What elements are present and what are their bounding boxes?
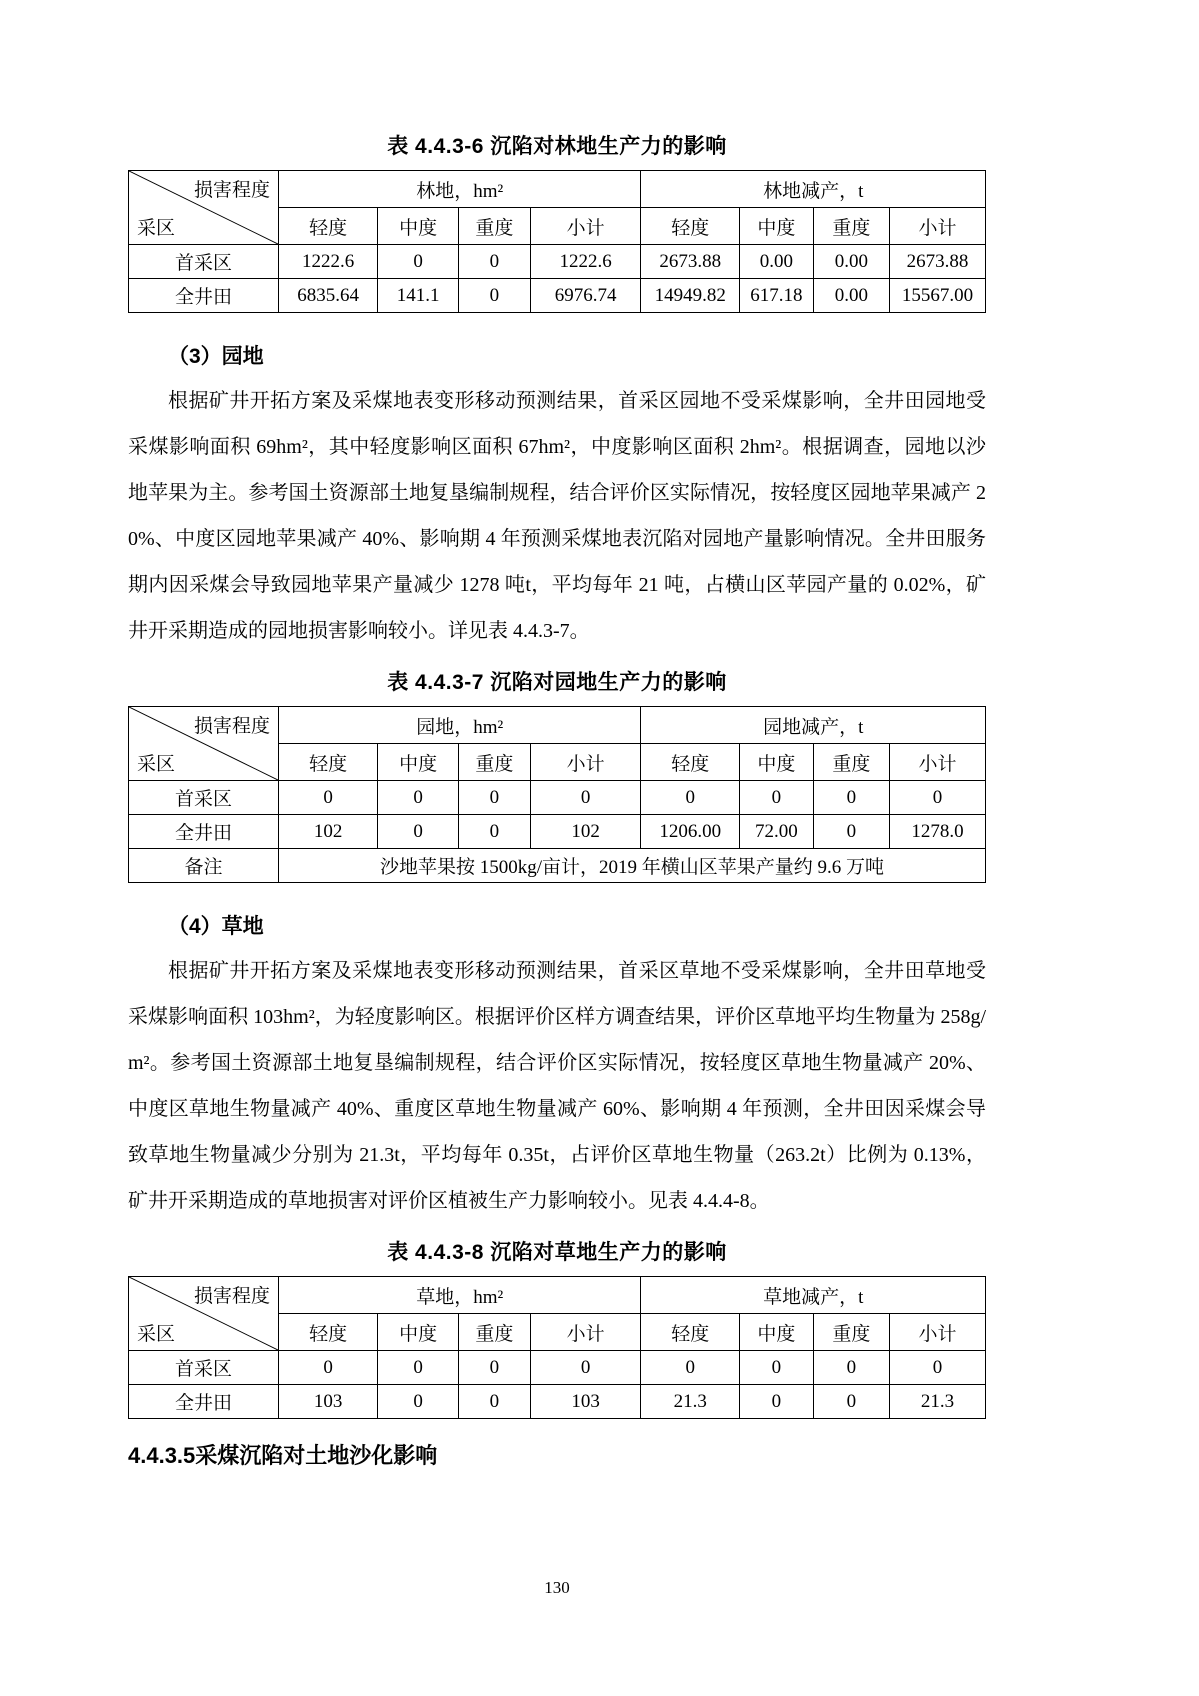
section-heading-orchard: （3）园地 <box>168 345 264 368</box>
table-cell: 102 <box>278 815 377 849</box>
column-header: 轻度 <box>278 744 377 781</box>
table-row <box>129 1351 986 1385</box>
table-cell: 0 <box>458 245 530 279</box>
section-heading-sandification: 4.4.3.5采煤沉陷对土地沙化影响 <box>128 1443 438 1468</box>
table-cell: 0 <box>378 1351 459 1385</box>
column-header: 重度 <box>458 208 530 245</box>
table-cell: 0 <box>740 1385 814 1419</box>
table-cell: 0 <box>458 781 530 815</box>
diagonal-corner-header <box>129 707 279 781</box>
column-header: 中度 <box>378 744 459 781</box>
table-cell: 102 <box>530 815 641 849</box>
table-cell: 0.00 <box>740 245 814 279</box>
column-header: 轻度 <box>641 744 740 781</box>
table-cell: 0 <box>813 1385 889 1419</box>
column-header: 中度 <box>378 1314 459 1351</box>
page-number: 130 <box>544 1578 570 1597</box>
corner-label-damage-degree: 损害程度 <box>193 1286 270 1307</box>
table-cell: 0 <box>813 815 889 849</box>
column-header: 轻度 <box>641 208 740 245</box>
table-forest-productivity <box>128 170 986 313</box>
column-header: 小计 <box>889 744 985 781</box>
table-cell: 0 <box>641 1351 740 1385</box>
column-header: 轻度 <box>278 1314 377 1351</box>
row-header: 首采区 <box>129 781 279 815</box>
group-header-forest-loss: 林地减产，t <box>641 171 986 208</box>
table-cell: 0 <box>889 781 985 815</box>
table-title-forest: 表 4.4.3-6 沉陷对林地生产力的影响 <box>387 135 727 158</box>
table-cell: 1206.00 <box>641 815 740 849</box>
column-header: 轻度 <box>641 1314 740 1351</box>
group-header-orchard-area: 园地，hm² <box>278 707 640 744</box>
column-header: 小计 <box>889 1314 985 1351</box>
table-cell: 0 <box>641 781 740 815</box>
table-cell: 1222.6 <box>530 245 641 279</box>
column-header: 重度 <box>458 1314 530 1351</box>
table-row <box>129 279 986 313</box>
table-cell: 0 <box>458 1385 530 1419</box>
table-cell: 0 <box>813 1351 889 1385</box>
table-cell: 1278.0 <box>889 815 985 849</box>
table-cell: 72.00 <box>740 815 814 849</box>
table-title-orchard: 表 4.4.3-7 沉陷对园地生产力的影响 <box>387 671 727 694</box>
column-header: 重度 <box>813 744 889 781</box>
table-cell: 1222.6 <box>278 245 377 279</box>
table-cell: 0 <box>458 815 530 849</box>
diagonal-corner-header <box>129 1277 279 1351</box>
paragraph-orchard: 根据矿井开拓方案及采煤地表变形移动预测结果，首采区园地不受采煤影响，全井田园地受采煤影响面积 69hm²，其中轻度影响区面积 67hm²，中度影响区面积 2hm²。根据调查，园地以沙地苹果为主。参考国土资源部土地复垦编制规程，结合评价区实际情况，按轻度区园地苹果减产 20%、中度区园地苹果减产 40%、影响期 4 年预测采煤地表沉陷对园地产量影响情况。全井田服务期内因采煤会导致园地苹果产量减少 1278 吨t，平均每年 21 吨，占横山区苹园产量的 0.02%，矿井开采期造成的园地损害影响较小。详见表 4.4.3-7。 <box>128 390 986 642</box>
row-header: 全井田 <box>129 279 279 313</box>
table-cell: 0 <box>458 1351 530 1385</box>
table-cell: 103 <box>530 1385 641 1419</box>
group-header-orchard-loss: 园地减产，t <box>641 707 986 744</box>
table-cell: 0 <box>458 279 530 313</box>
table-cell: 2673.88 <box>641 245 740 279</box>
column-header: 重度 <box>813 208 889 245</box>
row-header: 全井田 <box>129 815 279 849</box>
column-header: 小计 <box>530 208 641 245</box>
row-header: 全井田 <box>129 1385 279 1419</box>
table-row <box>129 1385 986 1419</box>
paragraph-grassland: 根据矿井开拓方案及采煤地表变形移动预测结果，首采区草地不受采煤影响，全井田草地受采煤影响面积 103hm²，为轻度影响区。根据评价区样方调查结果，评价区草地平均生物量为 258g/m²。参考国土资源部土地复垦编制规程，结合评价区实际情况，按轻度区草地生物量减产 20%、中度区草地生物量减产 40%、重度区草地生物量减产 60%、影响期 4 年预测，全井田因采煤会导致草地生物量减少分别为 21.3t，平均每年 0.35t，占评价区草地生物量（263.2t）比例为 0.13%，矿井开采期造成的草地损害对评价区植被生产力影响较小。见表 4.4.4-8。 <box>128 960 986 1212</box>
remark-label: 备注 <box>129 849 279 883</box>
corner-label-mining-area: 采区 <box>137 1324 176 1345</box>
table-cell: 6976.74 <box>530 279 641 313</box>
corner-label-mining-area: 采区 <box>137 218 176 239</box>
corner-label-damage-degree: 损害程度 <box>193 180 270 201</box>
group-header-grass-area: 草地，hm² <box>278 1277 640 1314</box>
column-header: 中度 <box>740 744 814 781</box>
table-cell: 14949.82 <box>641 279 740 313</box>
table-cell: 0 <box>530 1351 641 1385</box>
table-cell: 0 <box>378 1385 459 1419</box>
column-header: 小计 <box>530 744 641 781</box>
corner-label-mining-area: 采区 <box>137 754 176 775</box>
table-cell: 141.1 <box>378 279 459 313</box>
table-cell: 21.3 <box>889 1385 985 1419</box>
table-cell: 0 <box>889 1351 985 1385</box>
remark-text: 沙地苹果按 1500kg/亩计，2019 年横山区苹果产量约 9.6 万吨 <box>278 849 985 883</box>
column-header: 小计 <box>530 1314 641 1351</box>
table-row-remark <box>129 849 986 883</box>
table-cell: 0 <box>740 781 814 815</box>
table-cell: 0 <box>378 815 459 849</box>
corner-label-damage-degree: 损害程度 <box>193 716 270 737</box>
column-header: 重度 <box>458 744 530 781</box>
table-row <box>129 781 986 815</box>
column-header: 重度 <box>813 1314 889 1351</box>
group-header-forest-area: 林地，hm² <box>278 171 640 208</box>
table-grassland-productivity <box>128 1276 986 1419</box>
section-heading-grassland: （4）草地 <box>168 915 264 938</box>
table-cell: 0 <box>530 781 641 815</box>
table-cell: 0 <box>278 781 377 815</box>
table-cell: 0 <box>278 1351 377 1385</box>
table-cell: 0 <box>813 781 889 815</box>
column-header: 中度 <box>740 208 814 245</box>
column-header: 中度 <box>378 208 459 245</box>
table-cell: 0.00 <box>813 245 889 279</box>
column-header: 轻度 <box>278 208 377 245</box>
row-header: 首采区 <box>129 245 279 279</box>
table-cell: 103 <box>278 1385 377 1419</box>
column-header: 小计 <box>889 208 985 245</box>
table-cell: 15567.00 <box>889 279 985 313</box>
table-row <box>129 245 986 279</box>
table-cell: 0.00 <box>813 279 889 313</box>
table-cell: 0 <box>740 1351 814 1385</box>
row-header: 首采区 <box>129 1351 279 1385</box>
table-cell: 0 <box>378 245 459 279</box>
table-title-grassland: 表 4.4.3-8 沉陷对草地生产力的影响 <box>387 1241 727 1264</box>
table-cell: 617.18 <box>740 279 814 313</box>
table-row <box>129 815 986 849</box>
group-header-grass-loss: 草地减产，t <box>641 1277 986 1314</box>
diagonal-corner-header <box>129 171 279 245</box>
column-header: 中度 <box>740 1314 814 1351</box>
table-cell: 21.3 <box>641 1385 740 1419</box>
page-content <box>128 130 986 1470</box>
table-cell: 6835.64 <box>278 279 377 313</box>
table-cell: 0 <box>378 781 459 815</box>
table-cell: 2673.88 <box>889 245 985 279</box>
table-orchard-productivity <box>128 706 986 883</box>
